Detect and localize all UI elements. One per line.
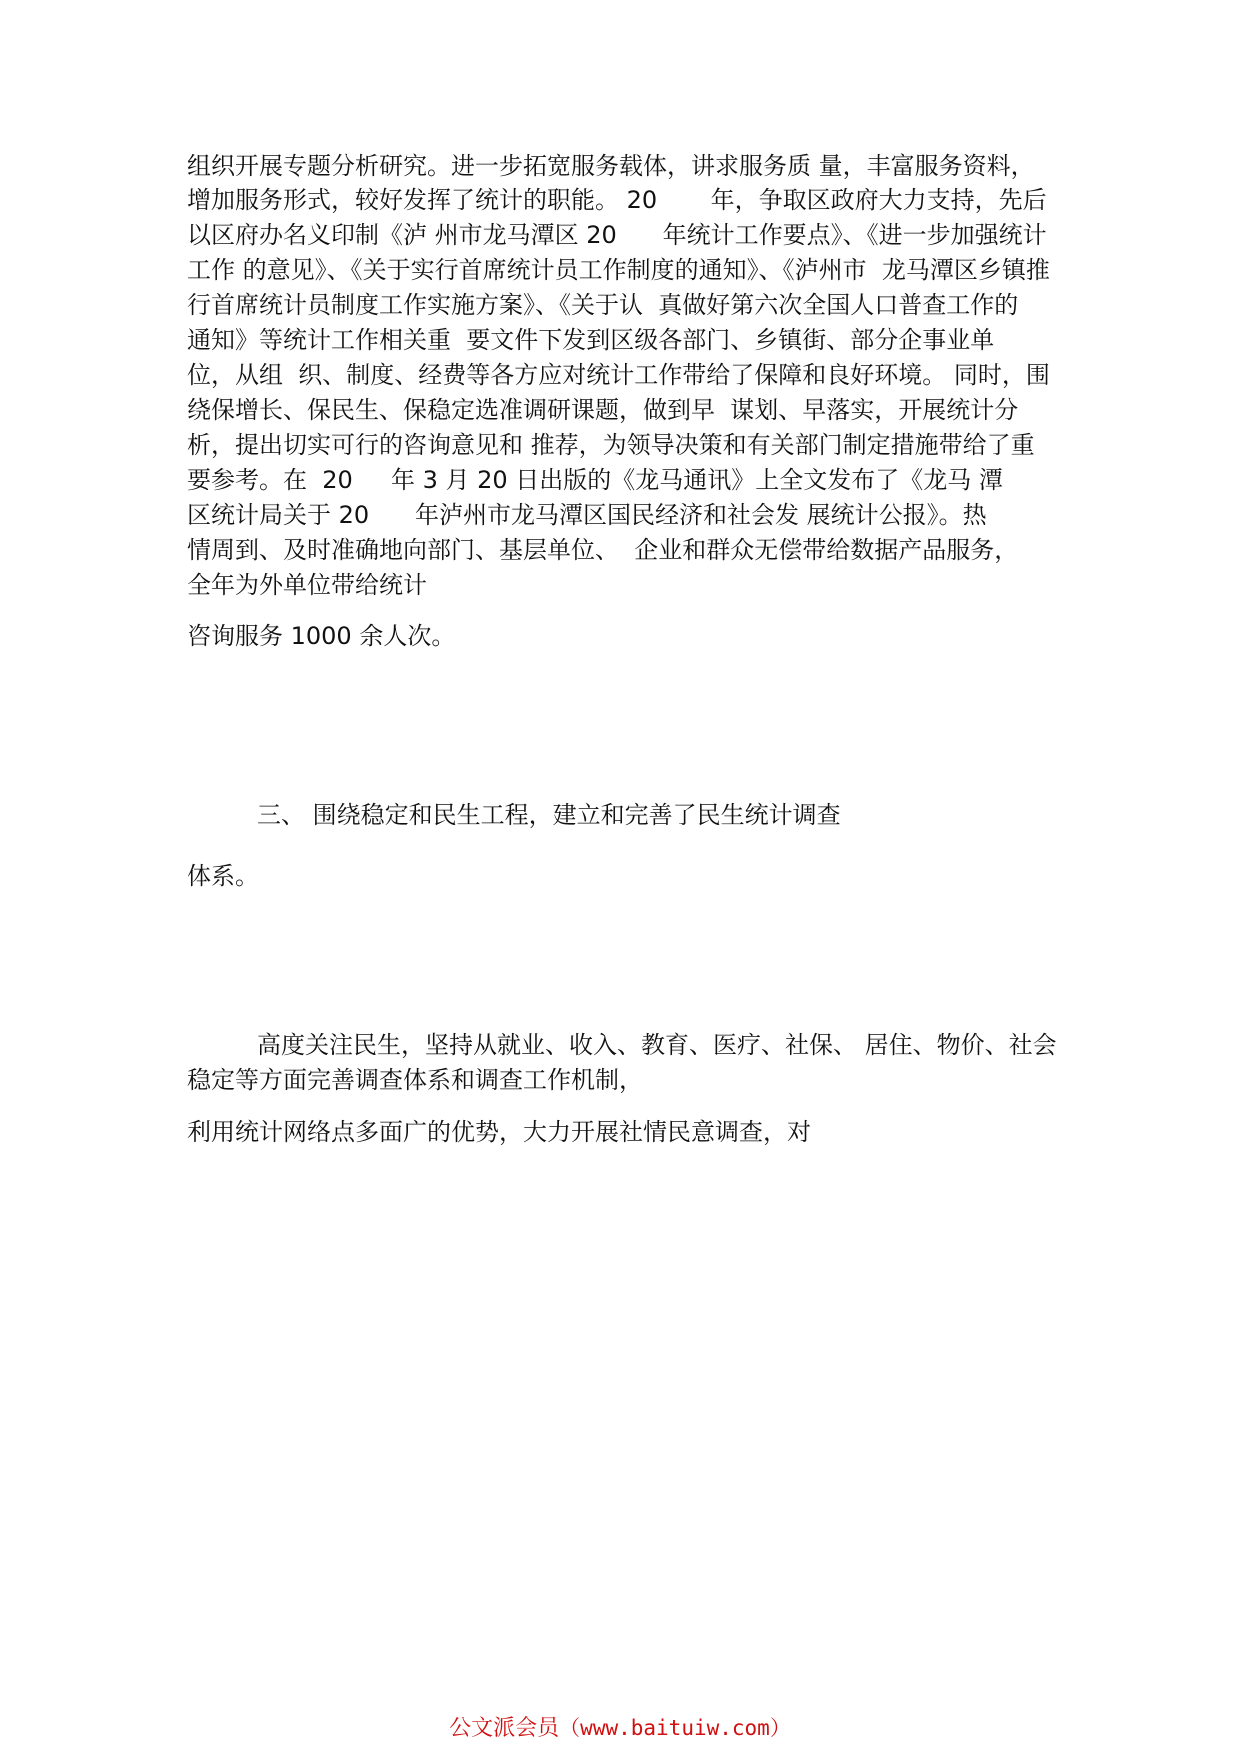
text-line: 利用统计网络点多面广的优势，大力开展社情民意调查，对 (187, 1118, 811, 1146)
text-line: 情周到、及时准确地向部门、基层单位、 企业和群众无偿带给数据产品服务， (187, 536, 1019, 564)
text-line: 组织开展专题分析研究。进一步拓宽服务载体，讲求服务质 量，丰富服务资料， (187, 152, 1035, 180)
text-line: 稳定等方面完善调查体系和调查工作机制， (187, 1066, 643, 1094)
text-line: 增加服务形式，较好发挥了统计的职能。 20 年，争取区政府大力支持，先后 (187, 186, 1047, 214)
text-line: 高度关注民生，坚持从就业、收入、教育、医疗、社保、 居住、物价、社会 (257, 1031, 1057, 1059)
section-heading-tail: 体系。 (187, 862, 259, 890)
text-line: 咨询服务 1000 余人次。 (187, 622, 456, 650)
text-line: 位，从组 织、制度、经费等各方应对统计工作带给了保障和良好环境。 同时，围 (187, 361, 1050, 389)
text-line: 区统计局关于 20 年泸州市龙马潭区国民经济和社会发 展统计公报》。热 (187, 501, 987, 529)
text-line: 全年为外单位带给统计 (187, 571, 427, 599)
text-line: 绕保增长、保民生、保稳定选准调研课题，做到早 谋划、早落实，开展统计分 (187, 396, 1019, 424)
text-line: 要参考。在 20 年 3 月 20 日出版的《龙马通讯》上全文发布了《龙马 潭 (187, 466, 1003, 494)
footer-name: 公文派会员 (449, 1716, 560, 1741)
text-line: 工作 的意见》、《关于实行首席统计员工作制度的通知》、《泸州市 龙马潭区乡镇推 (187, 256, 1050, 284)
footer-url: （www.baituiw.com） (559, 1716, 791, 1740)
text-line: 通知》等统计工作相关重 要文件下发到区级各部门、乡镇街、部分企事业单 (187, 326, 995, 354)
text-line: 以区府办名义印制《泸 州市龙马潭区 20 年统计工作要点》、《进一步加强统计 (187, 221, 1047, 249)
footer-watermark (0, 1714, 1240, 1743)
text-line: 析，提出切实可行的咨询意见和 推荐，为领导决策和有关部门制定措施带给了重 (187, 431, 1035, 459)
text-line: 行首席统计员制度工作实施方案》、《关于认 真做好第六次全国人口普查工作的 (187, 291, 1019, 319)
section-heading: 三、 围绕稳定和民生工程，建立和完善了民生统计调查 (257, 801, 841, 829)
